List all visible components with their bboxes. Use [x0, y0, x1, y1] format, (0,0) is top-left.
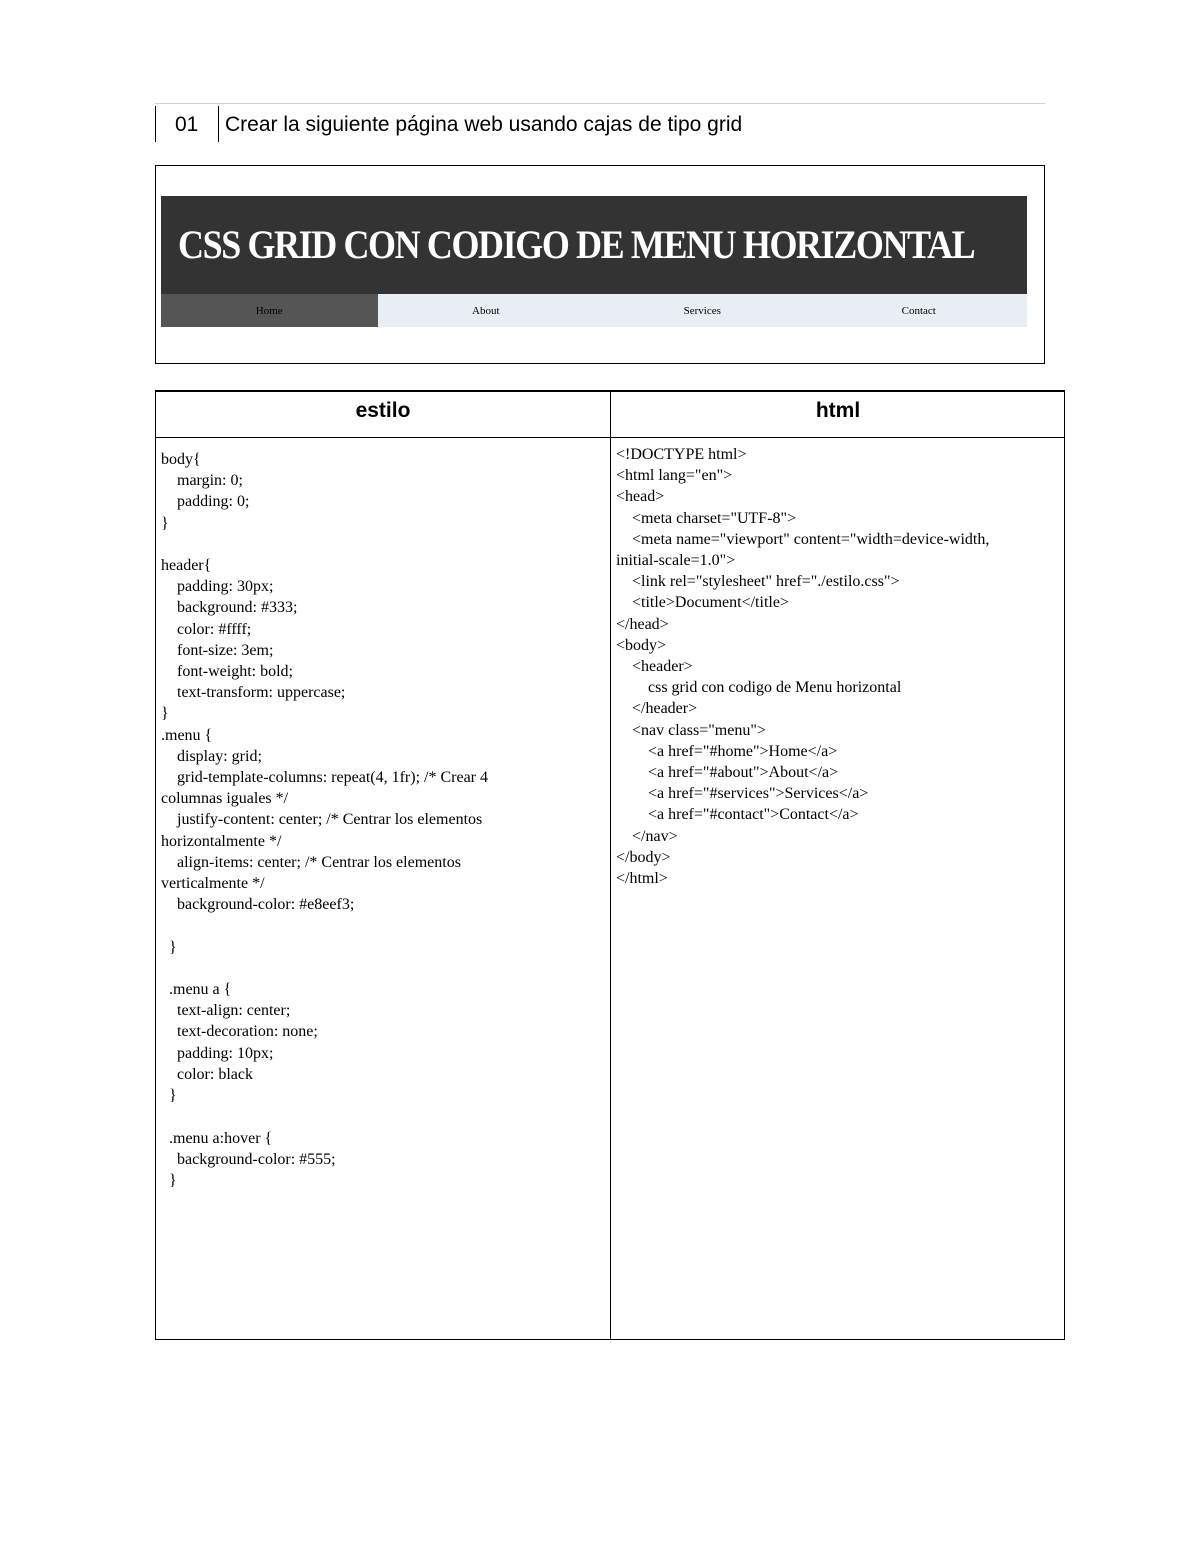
preview-header-title: CSS GRID CON CODIGO DE MENU HORIZONTAL	[178, 222, 975, 267]
menu-link-services[interactable]: Services	[683, 304, 721, 317]
menu-link-home[interactable]: Home	[161, 294, 378, 327]
menu-link-contact[interactable]: Contact	[901, 304, 936, 317]
css-column-header: estilo	[355, 399, 411, 422]
preview-header	[161, 196, 1027, 294]
html-code-block: <!DOCTYPE html> <html lang="en"> <head> <meta charset="UTF-8"> <meta name="viewport" content="width=device-width, initial-scale=1.0"> <link rel="stylesheet" href="./estilo.css"> <title>Document</title> </head> <body> <header> css grid con codigo de Menu horizontal </header> <nav class="menu"> <a href="#home">Home</a> <a href="#about">About</a> <a href="#services">Services</a> <a href="#contact">Contact</a> </nav> </body> </html>	[616, 446, 990, 888]
css-code-block: body{ margin: 0; padding: 0; } header{ padding: 30px; background: #333; color: #ffff; font-size: 3em; font-weight: bold; text-transform: uppercase; } .menu { display: grid; grid-template-columns: repeat(4, 1fr); /* Crear 4 columnas iguales */ justify-content: center; /* Centrar los elementos horizontalmente */ align-items: center; /* Centrar los elementos verticalmente */ background-color: #e8eef3; } .menu a { text-align: center; text-decoration: none; padding: 10px; color: black } .menu a:hover { background-color: #555; }	[161, 451, 488, 1189]
number-divider	[218, 106, 219, 142]
exercise-number: 01	[175, 113, 199, 136]
preview-menu	[161, 294, 1027, 327]
result-preview	[155, 165, 1045, 364]
column-divider	[610, 392, 611, 1339]
left-divider	[155, 106, 156, 142]
exercise-header	[155, 103, 1045, 142]
html-column-header: html	[815, 399, 861, 422]
exercise-instructions: Crear la siguiente página web usando cajas de tipo grid	[225, 113, 743, 136]
header-divider	[156, 437, 1064, 438]
code-table	[155, 390, 1065, 1340]
menu-link-about[interactable]: About	[472, 304, 500, 317]
